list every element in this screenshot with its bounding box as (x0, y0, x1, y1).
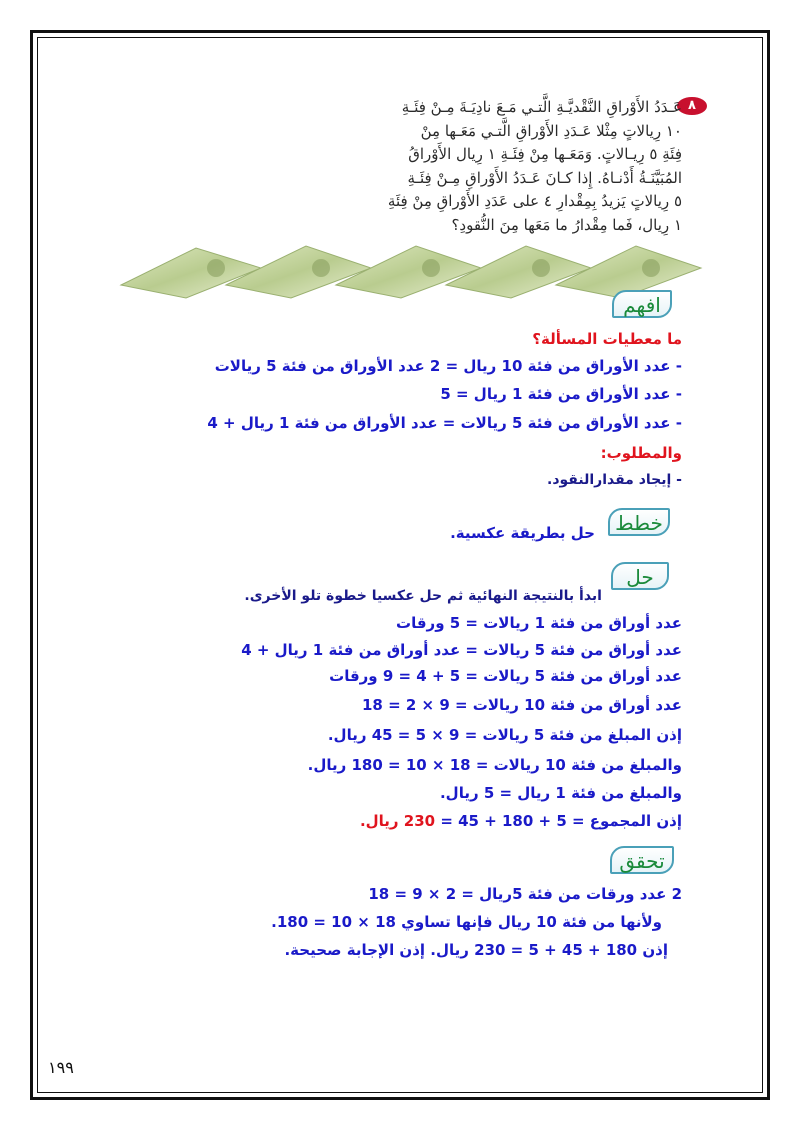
problem-line: ٥ رِيالاتٍ يَزيدُ بِمِقْدارِ ٤ على عَدَدِ الأَوْراقِ مِنْ فِئَةِ (387, 192, 682, 210)
banknotes-illustration (116, 240, 706, 300)
solve-step: عدد أوراق من فئة 5 ريالات = عدد أوراق من فئة 1 ريال + 4 (241, 641, 682, 659)
understand-tag: افهم (612, 290, 672, 318)
understand-heading: ما معطيات المسألة؟ (532, 330, 682, 348)
check-line: إذن 180 + 45 + 5 = 230 ريال. إذن الإجابة صحيحة. (284, 941, 668, 959)
solve-step: عدد أوراق من فئة 10 ريالات = 9 × 2 = 18 (361, 696, 682, 714)
solve-total-value: 230 ريال. (359, 812, 436, 830)
solve-tag: حل (611, 562, 669, 590)
problem-line: فِئَةِ ٥ رِيـالاتٍ. وَمَعَـها مِنْ فِئَـةِ ١ رِيال الأَوْراقُ (408, 145, 682, 163)
solve-intro: ابدأ بالنتيجة النهائية ثم حل عكسيا خطوة تلو الأخرى. (244, 588, 602, 604)
problem-statement (122, 96, 682, 237)
solve-total-expression: إذن المجموع = 5 + 180 + 45 = (435, 812, 682, 830)
solve-step: عدد أوراق من فئة 5 ريالات = 5 + 4 = 9 ورقات (329, 667, 682, 685)
solve-step: والمبلغ من فئة 1 ريال = 5 ريال. (439, 784, 682, 802)
given-item: - عدد الأوراق من فئة 5 ريالات = عدد الأوراق من فئة 1 ريال + 4 (207, 414, 682, 432)
given-item: - عدد الأوراق من فئة 10 ريال = 2 عدد الأوراق من فئة 5 ريالات (214, 357, 682, 375)
solve-step: عدد أوراق من فئة 1 ريالات = 5 ورقات (396, 614, 682, 632)
problem-line: ١٠ رِيالاتٍ مِثْلا عَـدَدِ الأَوْراقِ الَّتـي مَعَـها مِنْ (420, 121, 682, 140)
problem-line: عَـدَدُ الأَوْراقِ النَّقْديَّـةِ الَّتـي مَـعَ نادِيَـةَ مِـنْ فِئَـةِ (401, 98, 682, 116)
required-heading: والمطلوب: (600, 444, 682, 462)
check-line: 2 عدد ورقات من فئة 5ريال = 2 × 9 = 18 (368, 885, 682, 903)
problem-line: ١ رِيال، فَما مِقْدارُ ما مَعَها مِنَ النُّقودِ؟ (451, 215, 682, 234)
solve-step: إذن المبلغ من فئة 5 ريالات = 9 × 5 = 45 ريال. (327, 726, 682, 744)
check-tag: تحقق (610, 846, 674, 874)
solve-step: والمبلغ من فئة 10 ريالات = 18 × 10 = 180 ريال. (307, 756, 682, 774)
problem-line: المُبَيَّنَـةُ أَدْنـاهُ. إِذا كـانَ عَـدَدُ الأَوْراقِ مِـنْ فِئَـةِ (407, 168, 682, 187)
solve-total (360, 812, 682, 830)
question-number-badge: ٨ (677, 97, 707, 115)
given-item: - عدد الأوراق من فئة 1 ريال = 5 (440, 385, 682, 403)
banknote-1 (121, 248, 261, 298)
required-item: - إيجاد مقدارالنقود. (547, 472, 682, 488)
check-line: ولأنها من فئة 10 ريال فإنها تساوي 18 × 10 = 180. (271, 913, 662, 931)
plan-text: حل بطريقة عكسية. (450, 524, 595, 542)
page-number: ١٩٩ (48, 1058, 74, 1077)
plan-tag: خطط (608, 508, 670, 536)
